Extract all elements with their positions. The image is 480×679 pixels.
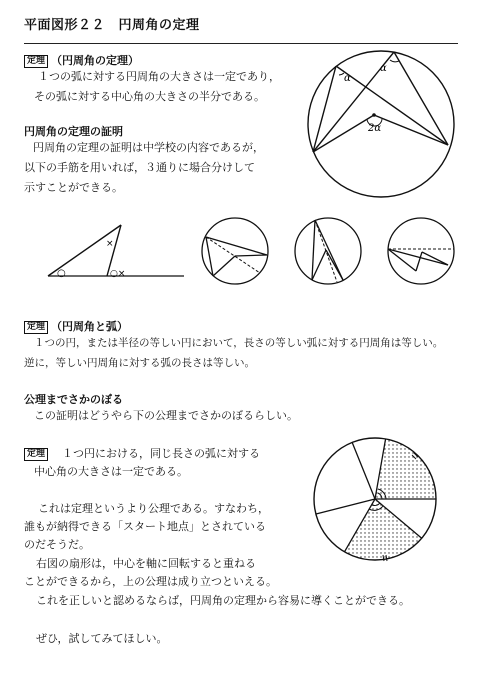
theorem-title: （円周角と弧） — [51, 320, 129, 333]
case-circle-2 — [293, 216, 363, 286]
exterior-angle-triangle-figure — [48, 222, 188, 282]
proof-heading: 円周角の定理の証明 — [24, 125, 123, 138]
body-line-4: 右図の扇形は，中心を軸に回転すると重ねる — [36, 557, 256, 570]
axiom-statement-line-1: 定理 １つ円における，同じ長さの弧に対する — [24, 444, 260, 464]
inscribed-angle-figure — [306, 49, 456, 199]
axiom-statement-line-2: 中心角の大きさは一定である。 — [34, 465, 188, 478]
axiom-heading: 公理までさかのぼる — [24, 393, 123, 406]
theorem-title: （円周角の定理） — [51, 54, 140, 67]
body-line-2: 誰もが納得できる「スタート地点」とされている — [24, 520, 266, 533]
congruent-sectors-figure — [312, 436, 438, 562]
proof-line-2: 以下の手筋を用いれば，３通りに場合分けして — [24, 161, 255, 174]
alpha-label-left: α — [344, 73, 351, 84]
angle-cross-mark: × — [106, 239, 114, 249]
theorem-heading-inscribed-angle — [24, 52, 139, 68]
theorem-line-2: その弧に対する中心角の大きさの半分である。 — [34, 90, 265, 103]
page-title: 平面図形２２ 円周角の定理 — [24, 18, 200, 33]
body-line-6: これを正しいと認めるならば，円周角の定理から容易に導くことができる。 — [36, 594, 410, 607]
proof-line-3: 示すことができる。 — [24, 181, 123, 194]
axiom-intro-line: この証明はどうやら下の公理までさかのぼるらしい。 — [34, 409, 298, 422]
title-divider — [24, 43, 458, 44]
exterior-angle-mark: ○× — [110, 269, 126, 279]
alpha-label-right: α — [380, 63, 387, 74]
arc-theorem-line-1: １つの円，または半径の等しい円において，長さの等しい弧に対する円周角は等しい。 — [34, 337, 444, 349]
case-circle-3 — [386, 216, 456, 286]
theorem-badge: 定理 — [24, 448, 48, 461]
body-line-3: のだそうだ。 — [24, 538, 90, 551]
proof-line-1: 円周角の定理の証明は中学校の内容であるが， — [33, 141, 264, 154]
body-line-5: ことができるから，上の公理は成り立つといえる。 — [24, 575, 277, 588]
theorem-badge: 定理 — [24, 321, 48, 334]
body-line-1: これは定理というより公理である。すなわち， — [38, 502, 269, 515]
theorem-line-1: １つの弧に対する円周角の大きさは一定であり， — [38, 70, 280, 83]
arc-theorem-line-2: 逆に，等しい円周角に対する弧の長さは等しい。 — [24, 357, 255, 369]
two-alpha-label: 2α — [368, 123, 382, 134]
closing-line: ぜひ，試してみてほしい。 — [36, 632, 168, 645]
theorem-heading-arc — [24, 318, 128, 334]
angle-circle-mark: ○ — [57, 268, 66, 279]
theorem-badge: 定理 — [24, 55, 48, 68]
case-circle-1 — [200, 216, 270, 286]
